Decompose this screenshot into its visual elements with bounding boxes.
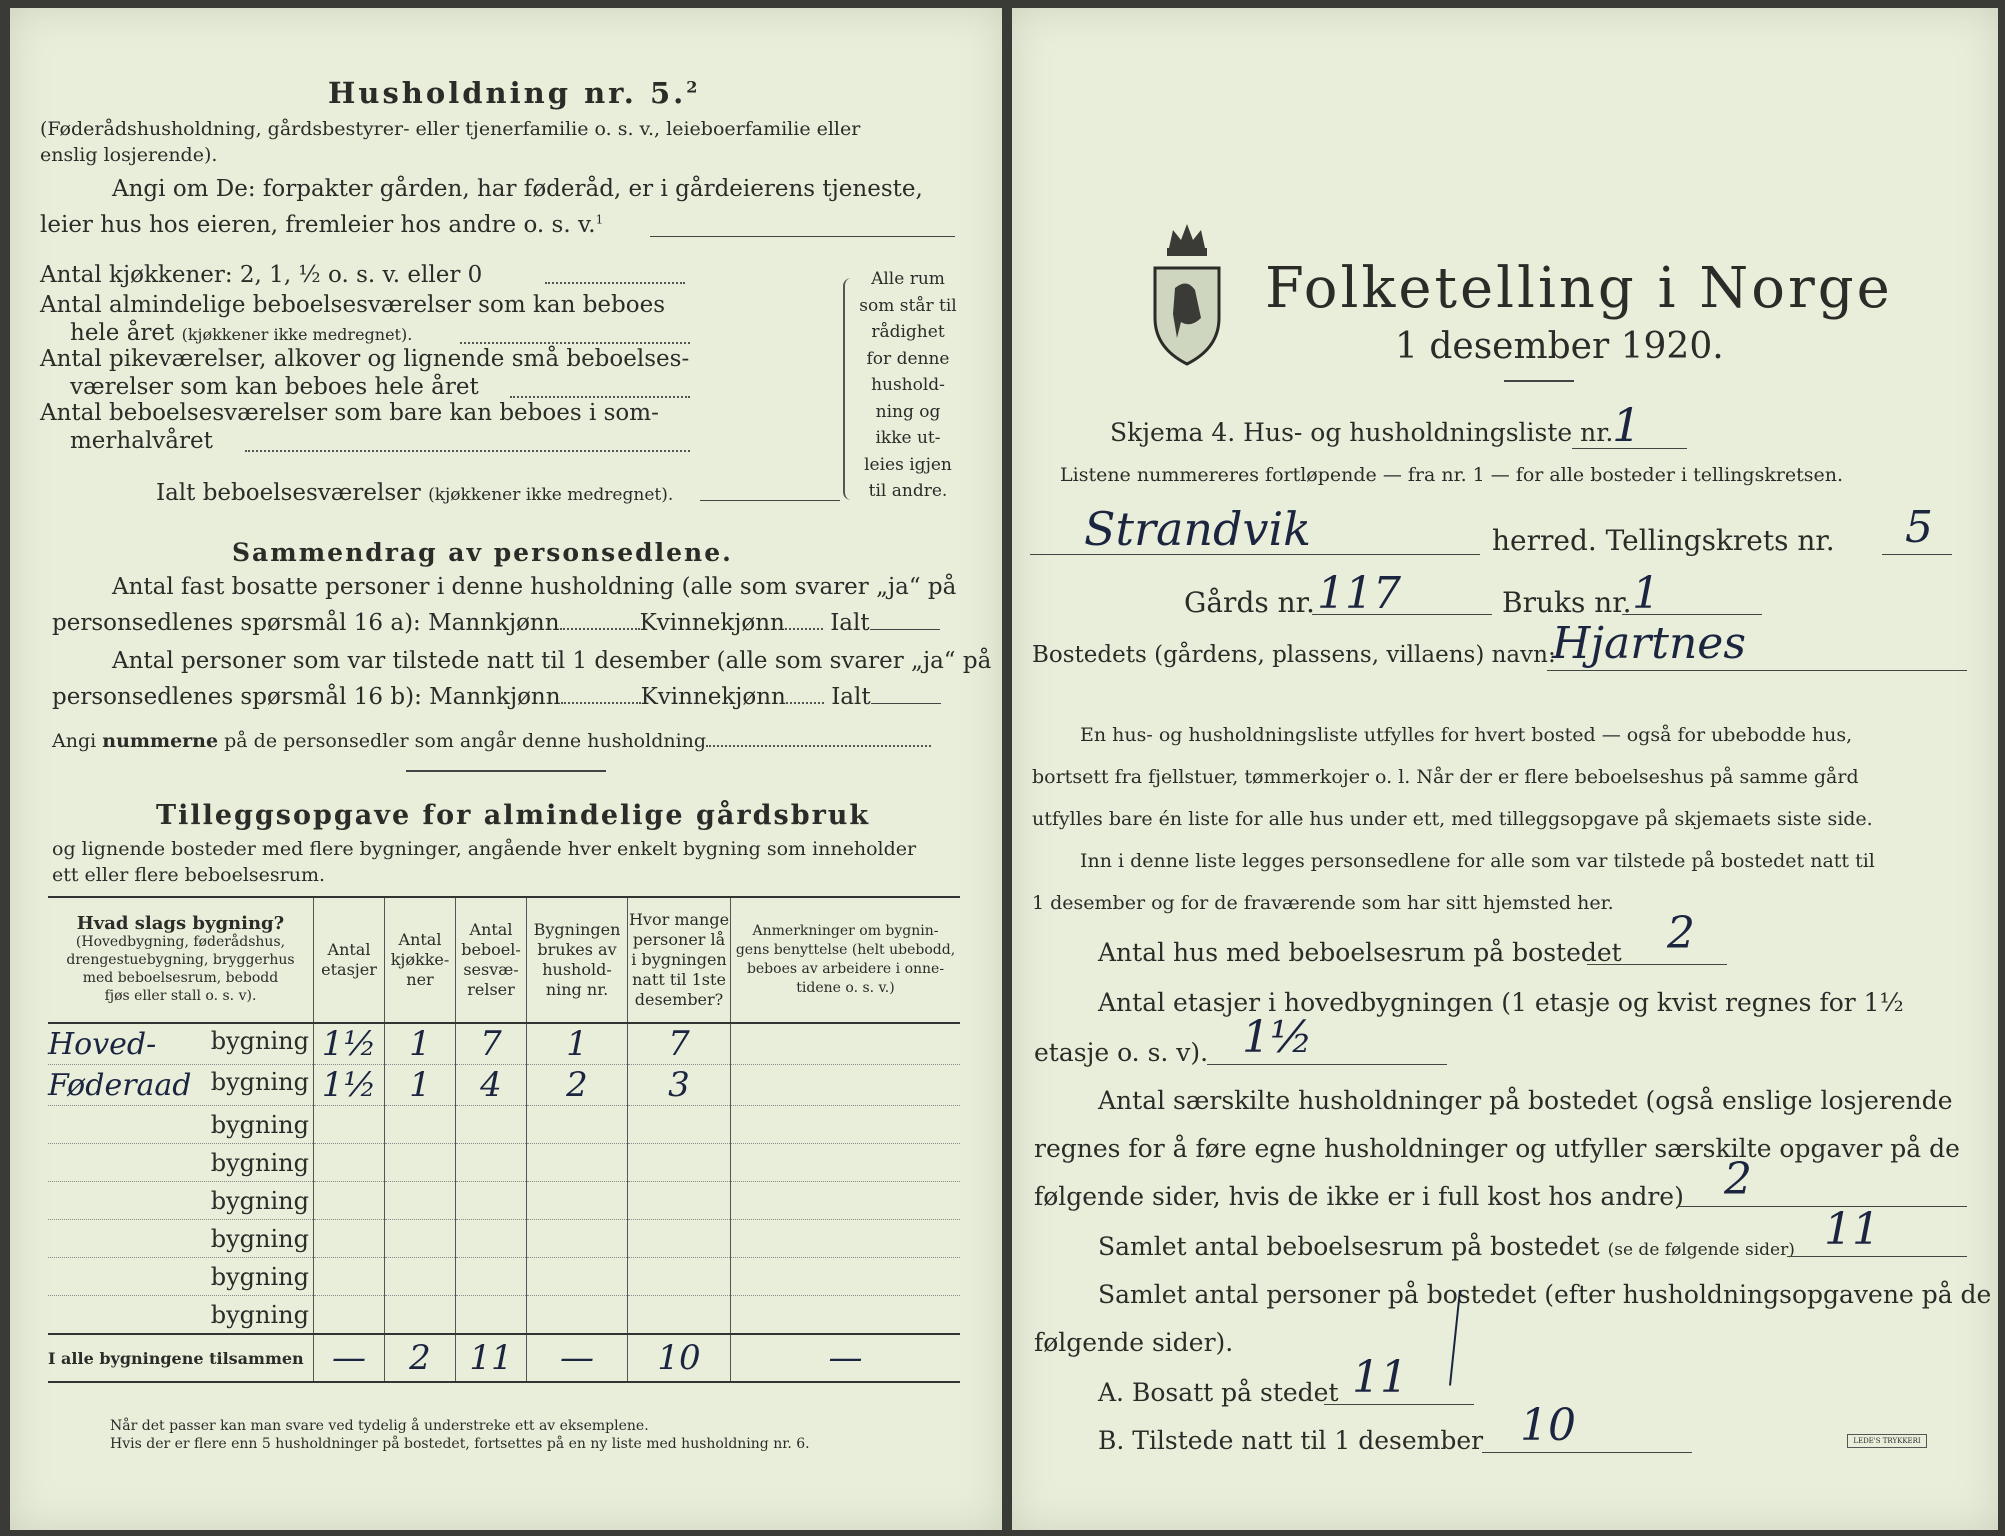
norway-coat-of-arms (1147, 218, 1227, 368)
krets-line (1882, 554, 1952, 555)
bosted-name: Hjartnes (1552, 618, 1746, 669)
rooms-summer: Antal beboelsesværelser som bare kan beboes i som- (40, 400, 659, 426)
bruks-label: Bruks nr. (1502, 586, 1632, 619)
intro-line-1: (Føderådshusholdning, gårdsbestyrer- eller tjenerfamilie o. s. v., leieboerfamilie eller (40, 118, 861, 140)
table-row: bygning (48, 1296, 960, 1335)
krets-nr: 5 (1905, 502, 1933, 553)
rooms-summer-dots (245, 450, 690, 452)
right-page (1012, 8, 1998, 1530)
census-title: Folketelling i Norge (1265, 256, 1893, 321)
tilstede-line-2: personsedlenes spørsmål 16 b): Mannkjønn Kvinnekjønn Ialt (52, 684, 941, 710)
sammendrag-title: Sammendrag av personsedlene. (232, 538, 733, 567)
left-page (10, 8, 1002, 1530)
rooms-ordinary-2: hele året (kjøkkener ikke medregnet). (70, 320, 413, 346)
samlet-rum: 11 (1824, 1204, 1880, 1255)
tilstede-label: B. Tilstede natt til 1 desember (1098, 1426, 1484, 1455)
bosatt-line (1324, 1404, 1474, 1405)
rooms-small-2: værelser som kan beboes hele året (70, 374, 479, 400)
tilstede-line-1: Antal personer som var tilstede natt til 1 desember (alle som svarer „ja“ på (112, 648, 992, 674)
samlet-rum-line (1787, 1256, 1967, 1257)
bruks-nr: 1 (1632, 568, 1660, 619)
table-row: bygning (48, 1220, 960, 1258)
section-divider (406, 770, 606, 772)
rooms-kitchens-dots (545, 282, 685, 284)
gards-label: Gårds nr. (1184, 586, 1315, 619)
printer-stamp: LEDE'S TRYKKERI (1847, 1434, 1927, 1448)
angi-answer-line (650, 236, 955, 237)
fast-line-2: personsedlenes spørsmål 16 a): Mannkjønn Kvinnekjønn Ialt (52, 610, 940, 636)
samlet-pers-label-2: følgende sider). (1034, 1328, 1234, 1357)
ialt-rooms-line (700, 500, 840, 501)
col-building-type: Hvad slags bygning? (Hovedbygning, føderådshus, drengestuebygning, bryggerhus med beboelsesrum, bebodd fjøs eller stall o. s. v). (48, 897, 314, 1023)
liste-nr: 1 (1612, 398, 1642, 452)
samlet-pers-label-1: Samlet antal personer på bostedet (efter husholdningsopgavene på de (1098, 1280, 1992, 1309)
table-row: bygning (48, 1182, 960, 1220)
skjema-label: Skjema 4. Hus- og husholdningsliste nr. (1110, 418, 1614, 447)
ialt-rooms: Ialt beboelsesværelser (kjøkkener ikke medregnet). (156, 480, 674, 506)
angi-line-1: Angi om De: forpakter gården, har føderåd, er i gårdeierens tjeneste, (112, 176, 923, 202)
gards-line (1312, 614, 1492, 615)
herred-name: Strandvik (1084, 502, 1312, 556)
col-kjokkener: Antal kjøkke- ner (385, 897, 456, 1023)
intro-line-2: enslig losjerende). (40, 144, 218, 166)
building-table-header (48, 897, 960, 1023)
rooms-ordinary-dots (460, 342, 690, 344)
census-date: 1 desember 1920. (1395, 326, 1724, 367)
bosted-line (1547, 670, 1967, 671)
fast-line-1: Antal fast bosatte personer i denne husholdning (alle som svarer „ja“ på (112, 574, 957, 600)
table-total-row: I alle bygningene tilsammen — 2 11 — 10 — (48, 1334, 960, 1382)
info-text: En hus- og husholdningsliste utfylles for hvert bosted — også for ubebodde hus, bortsett fra fjellstuer, tømmerkojer o. l. Når der er flere beboelseshus på samme gård utfylles bare én liste for alle hus under ett, med tilleggsopgave på skjemaets siste side. Inn i denne liste legges personsedlene for alle som var tilstede på bostedet natt til 1 desember og for de fraværende som har sitt hjemsted her. (1032, 724, 1875, 914)
samlet-rum-label: Samlet antal beboelsesrum på bostedet (se de følgende sider) (1098, 1232, 1795, 1261)
antal-hus-line (1587, 964, 1727, 965)
etasjer-label-1: Antal etasjer i hovedbygningen (1 etasje og kvist regnes for 1½ (1098, 988, 1904, 1017)
rooms-small: Antal pikeværelser, alkover og lignende små beboelses- (40, 346, 690, 372)
brace-note: Alle rum som står til rådighet for denne hushold- ning og ikke ut- leies igjen til andre. (859, 269, 957, 501)
hush-value: 2 (1724, 1154, 1752, 1205)
tillegg-title: Tilleggsopgave for almindelige gårdsbruk (156, 800, 871, 831)
building-table (48, 896, 960, 1383)
rooms-ordinary: Antal almindelige beboelsesværelser som kan beboes (40, 292, 666, 318)
angi-line-2: leier hus hos eieren, fremleier hos andre o. s. v.$^1$ (40, 212, 604, 238)
col-personer: Hvor mange personer lå i bygningen natt til 1ste desember? (628, 897, 731, 1023)
hush-line (1677, 1206, 1967, 1207)
footnote-1: Når det passer kan man svare ved tydelig å understreke ett av eksemplene. (110, 1418, 649, 1434)
bosatt-value: 11 (1352, 1352, 1408, 1403)
gards-nr: 117 (1317, 568, 1401, 619)
title-divider (1504, 380, 1574, 382)
col-etasjer: Antal etasjer (314, 897, 385, 1023)
rooms-kitchens: Antal kjøkkener: 2, 1, ½ o. s. v. eller 0 (40, 262, 483, 288)
tillegg-text-1: og lignende bosteder med flere bygninger, angående hver enkelt bygning som inneholder (52, 838, 917, 860)
household-title: Husholdning nr. 5.$^2$ (328, 76, 701, 110)
footnote-2: Hvis der er flere enn 5 husholdninger på bostedet, fortsettes på en ny liste med husholdning nr. 6. (110, 1436, 810, 1452)
antal-hus-label: Antal hus med beboelsesrum på bostedet (1098, 938, 1622, 967)
liste-nr-line (1572, 448, 1687, 449)
bosted-label: Bostedets (gårdens, plassens, villaens) navn: (1032, 642, 1556, 668)
nummerne-line: Angi nummerne på de personsedler som angår denne husholdning (52, 730, 931, 752)
col-anmerkninger: Anmerkninger om bygnin- gens benyttelse (helt ubebodd, beboes av arbeidere i onne- tidene o. s. v.) (731, 897, 961, 1023)
herred-line (1030, 554, 1480, 555)
rooms-summer-2: merhalvåret (70, 428, 213, 454)
hush-label-2: regnes for å føre egne husholdninger og utfyller særskilte opgaver på de (1034, 1134, 1960, 1163)
hush-label-1: Antal særskilte husholdninger på bostedet (også enslige losjerende (1098, 1086, 1953, 1115)
listene-note: Listene nummereres fortløpende — fra nr. 1 — for alle bosteder i tellingskretsen. (1060, 464, 1844, 486)
table-row: bygning (48, 1106, 960, 1144)
col-rum: Antal beboel- sesvæ- relser (456, 897, 527, 1023)
table-row: Føderaad bygning 1½ 1 4 2 3 (48, 1065, 960, 1106)
herred-label: herred. Tellingskrets nr. (1492, 524, 1835, 557)
etasjer-label-2: etasje o. s. v). (1034, 1038, 1209, 1067)
brace (843, 278, 851, 500)
bosatt-label: A. Bosatt på stedet (1098, 1378, 1339, 1407)
tillegg-text-2: ett eller flere beboelsesrum. (52, 864, 326, 886)
bruks-line (1622, 614, 1762, 615)
table-row: bygning (48, 1144, 960, 1182)
rooms-small-dots (510, 396, 690, 398)
col-husholdning: Bygningen brukes av hushold- ning nr. (527, 897, 628, 1023)
antal-hus: 2 (1667, 908, 1695, 959)
hush-label-3: følgende sider, hvis de ikke er i full kost hos andre) (1034, 1182, 1684, 1211)
tilstede-value: 10 (1520, 1400, 1576, 1451)
tilstede-line (1482, 1452, 1692, 1453)
etasjer-value: 1½ (1242, 1012, 1313, 1063)
etasjer-line (1207, 1064, 1447, 1065)
table-row: bygning (48, 1258, 960, 1296)
table-row: Hoved- bygning 1½ 1 7 1 7 (48, 1023, 960, 1065)
